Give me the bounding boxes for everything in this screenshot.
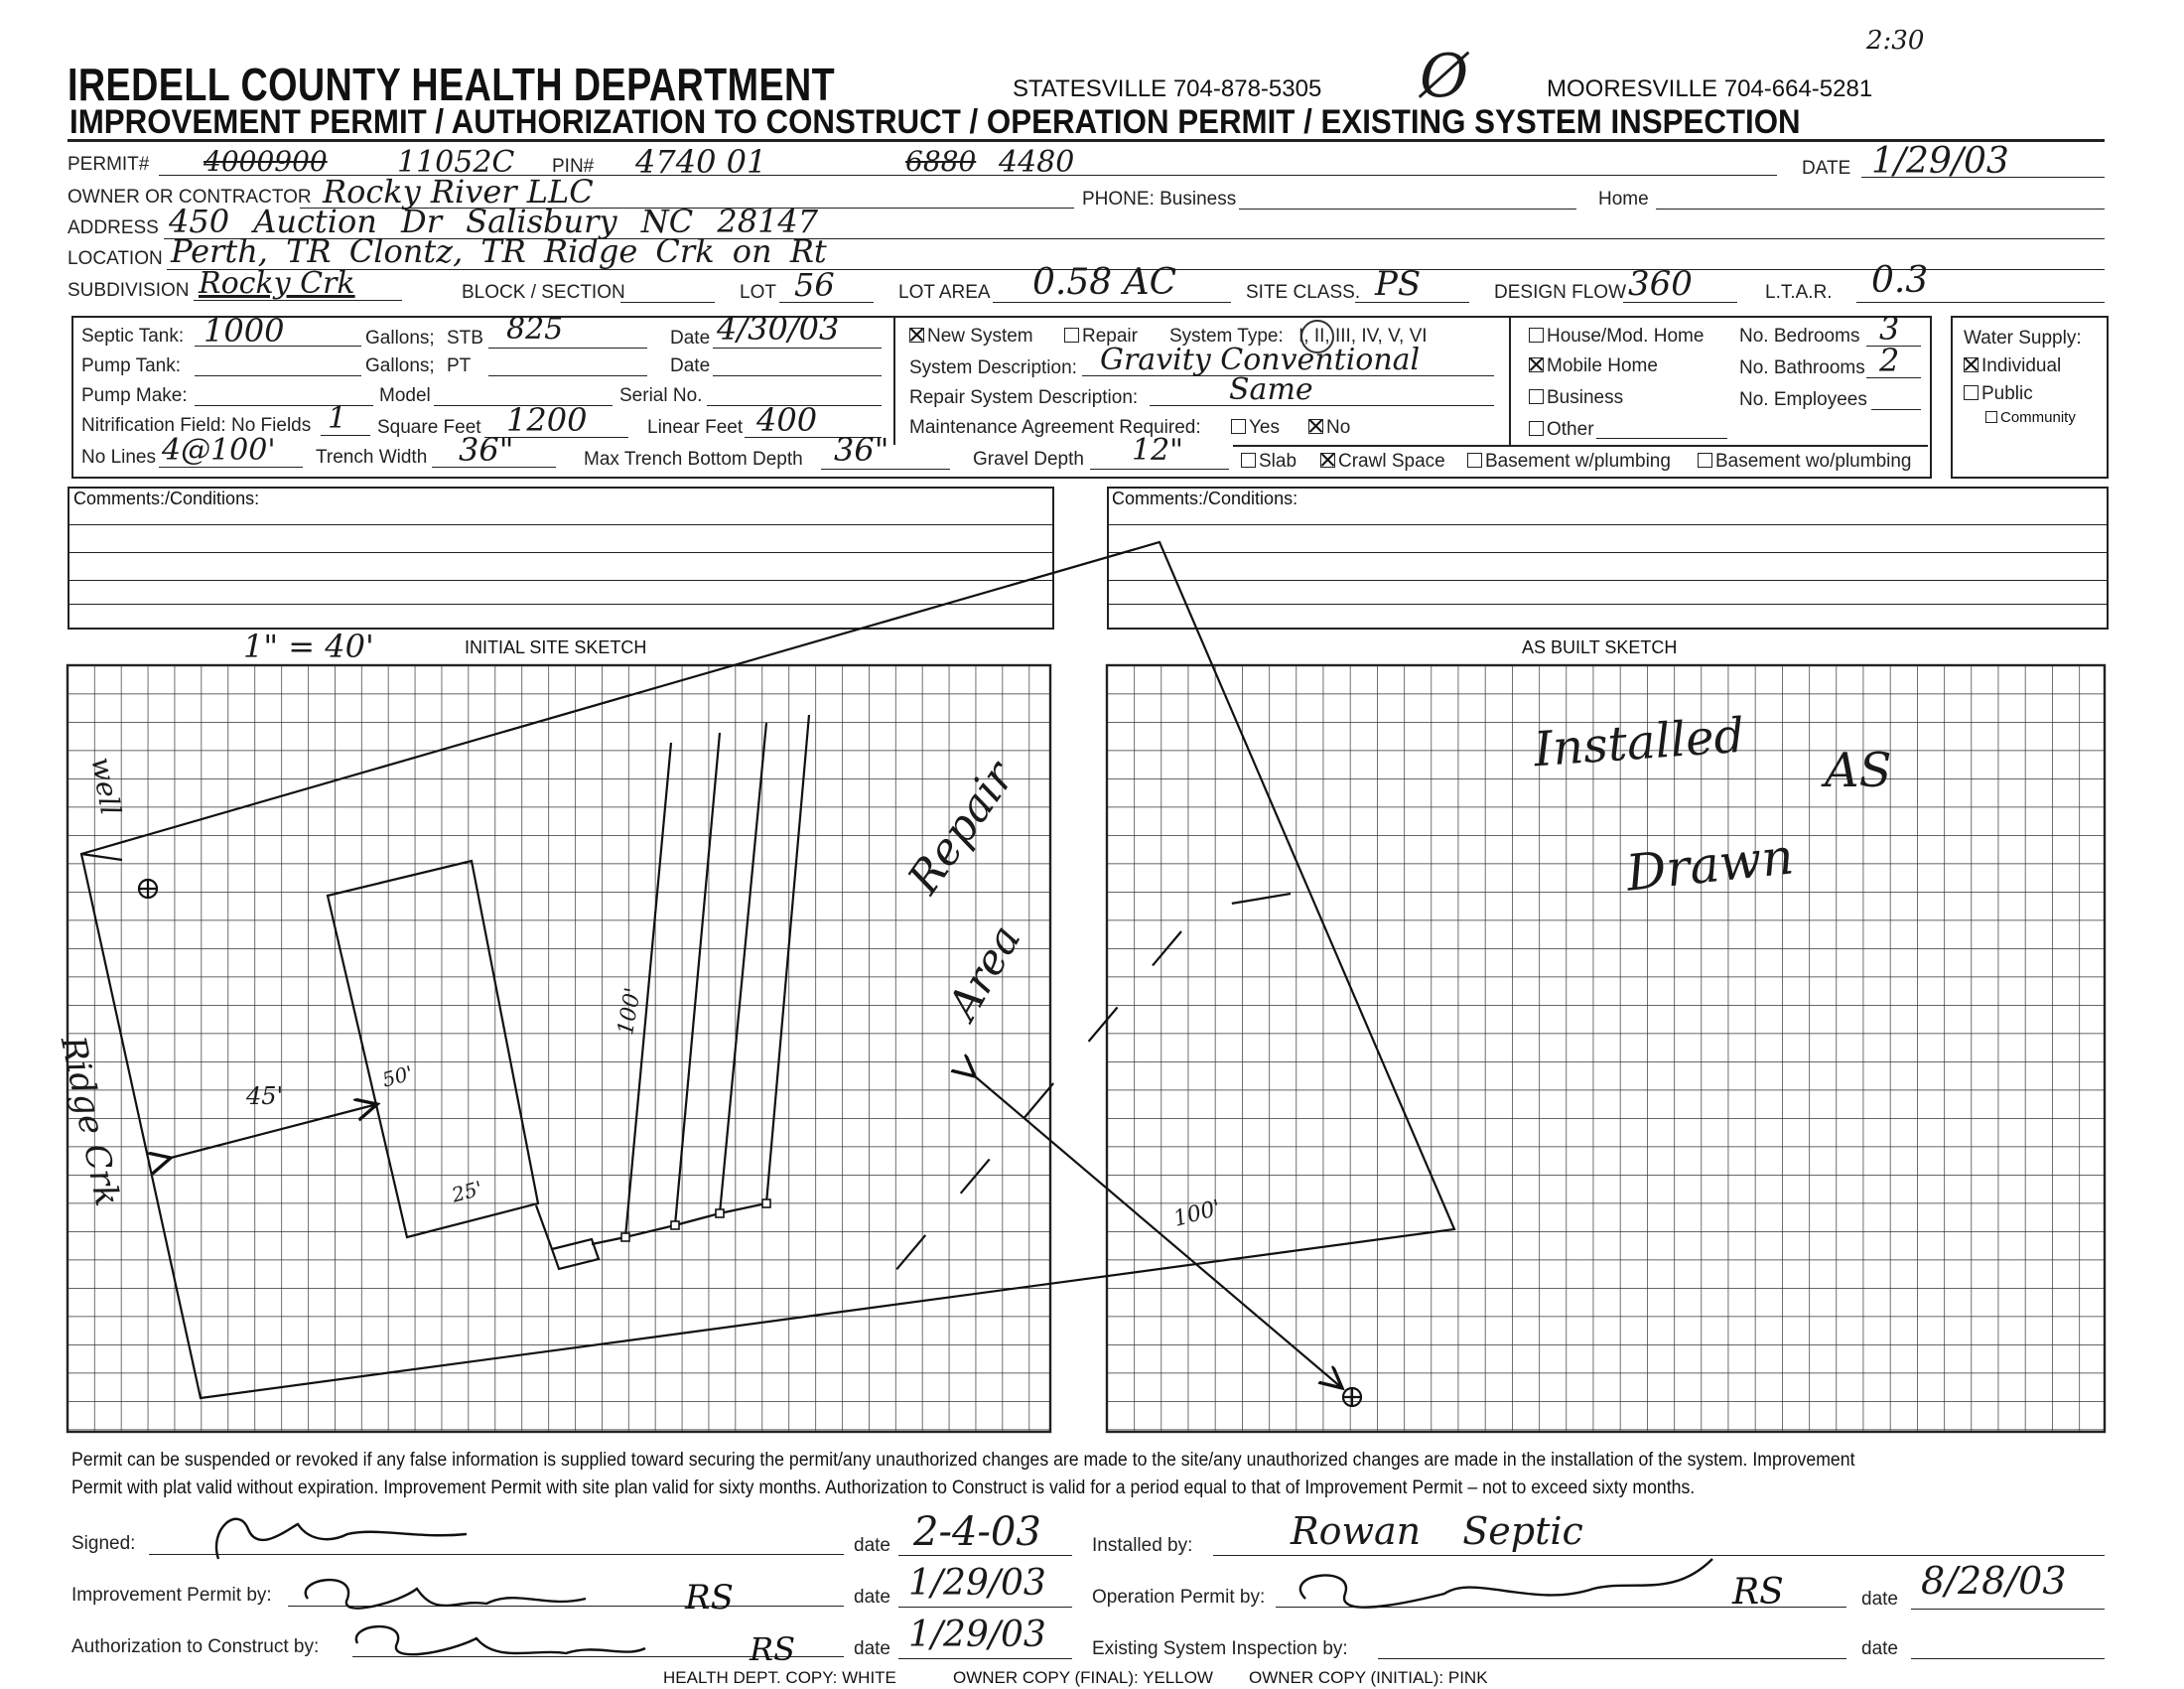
- initial-sketch-title: INITIAL SITE SKETCH: [465, 637, 647, 657]
- site-class-label: SITE CLASS.: [1246, 282, 1361, 303]
- model-label: Model: [379, 385, 431, 406]
- subdivision-label: SUBDIVISION: [68, 280, 190, 301]
- new-system-label: New System: [927, 326, 1033, 347]
- tank-date-value: 4/30/03: [717, 310, 840, 348]
- auth-rs: RS: [750, 1630, 796, 1668]
- design-flow-label: DESIGN FLOW: [1494, 282, 1627, 303]
- business-label: Business: [1547, 387, 1624, 408]
- installed-by-label: Installed by:: [1092, 1535, 1193, 1556]
- site-class-value: PS: [1375, 264, 1422, 304]
- employees-label: No. Employees: [1739, 389, 1867, 410]
- improvement-date-value: 1/29/03: [908, 1563, 1046, 1604]
- pt-label: PT: [447, 355, 472, 376]
- lot-value: 56: [794, 266, 835, 304]
- owner-label: OWNER OR CONTRACTOR: [68, 187, 312, 208]
- individual-label: Individual: [1981, 355, 2062, 376]
- mooresville-phone: MOORESVILLE 704-664-5281: [1547, 75, 1873, 102]
- system-desc-label: System Description:: [909, 357, 1077, 378]
- other-label: Other: [1547, 419, 1594, 440]
- location-value: Perth, TR Clontz, TR Ridge Crk on Rt: [171, 232, 827, 270]
- gallons-label-1: Gallons;: [365, 328, 435, 349]
- maint-no-label: No: [1326, 417, 1351, 438]
- copy-yellow: OWNER COPY (FINAL): YELLOW: [953, 1668, 1213, 1687]
- trench-width-label: Trench Width: [316, 447, 428, 468]
- pump-date-label: Date: [670, 355, 711, 376]
- permit-number: 11052C: [397, 145, 515, 180]
- water-supply-label: Water Supply:: [1964, 328, 2082, 349]
- auth-date-value: 1/29/03: [908, 1615, 1046, 1655]
- permit-date: 1/29/03: [1871, 141, 2009, 182]
- trench-value: 36": [459, 431, 514, 469]
- max-depth-value: 36": [834, 431, 889, 469]
- well-label: well: [84, 755, 128, 818]
- operation-by-label: Operation Permit by:: [1092, 1587, 1266, 1608]
- pump-make-label: Pump Make:: [81, 385, 188, 406]
- sqft-label: Square Feet: [377, 417, 481, 438]
- location-label: LOCATION: [68, 248, 163, 269]
- basement-plumb-label: Basement w/plumbing: [1485, 451, 1671, 472]
- system-desc-value: Gravity Conventional: [1100, 343, 1421, 377]
- permit-label: PERMIT#: [68, 154, 150, 175]
- subdivision-value: Rocky Crk: [199, 266, 355, 301]
- operation-date-line: [1911, 1609, 2105, 1610]
- linear-value: 400: [756, 401, 818, 439]
- system-type-label: System Type:: [1169, 326, 1284, 347]
- owner-value: Rocky River LLC: [323, 173, 594, 211]
- lot-area-value: 0.58 AC: [1032, 262, 1177, 303]
- fields-value: 1: [328, 401, 347, 436]
- pump-tank-label: Pump Tank:: [81, 355, 181, 376]
- dim-45-label: 45': [246, 1082, 284, 1110]
- ltar-label: L.T.A.R.: [1765, 282, 1833, 303]
- repair-desc-value: Same: [1229, 372, 1313, 407]
- dim-50-label: 50': [379, 1060, 416, 1092]
- operation-date-label: date: [1861, 1589, 1898, 1610]
- slash-mark: Ø: [1420, 42, 1469, 111]
- disclaimer-line-2: Permit with plat valid without expiration. Improvement Permit with site plan valid for sixty months. Authorization to Construct is valid for a period equal to that of Improvement Permit – not to exceed sixty months.: [71, 1478, 1696, 1498]
- as-built-sketch-title: AS BUILT SKETCH: [1522, 637, 1678, 657]
- nitrification-label: Nitrification Field: No Fields: [81, 415, 312, 436]
- ltar-value: 0.3: [1871, 260, 1929, 301]
- stb-value: 825: [506, 312, 564, 347]
- house-label: House/Mod. Home: [1547, 326, 1705, 347]
- stb-label: STB: [447, 328, 483, 349]
- pin-struck: 6880: [905, 145, 977, 178]
- auth-date-line: [898, 1658, 1072, 1659]
- dim-100-well-label: 100': [1170, 1196, 1224, 1232]
- ridge-crk-label: Ridge Crk: [52, 1033, 128, 1210]
- copy-white: HEALTH DEPT. COPY: WHITE: [663, 1668, 896, 1687]
- existing-date-label: date: [1861, 1638, 1898, 1659]
- signed-label: Signed:: [71, 1533, 136, 1554]
- statesville-phone: STATESVILLE 704-878-5305: [1013, 75, 1322, 102]
- phone-business-label: PHONE: Business: [1082, 189, 1237, 210]
- maint-label: Maintenance Agreement Required:: [909, 417, 1201, 438]
- pin-b: 4480: [999, 145, 1075, 180]
- copy-pink: OWNER COPY (INITIAL): PINK: [1249, 1668, 1488, 1687]
- max-depth-label: Max Trench Bottom Depth: [584, 449, 803, 470]
- lot-area-label: LOT AREA: [898, 282, 991, 303]
- no-lines-label: No Lines: [81, 447, 156, 468]
- signed-date-line: [898, 1555, 1072, 1556]
- disclaimer-line-1: Permit can be suspended or revoked if any false information is supplied toward securing the permit/any unauthorized changes are made to the site/any unauthorized changes are made in the installation of the system. Improvement: [71, 1450, 1855, 1471]
- serial-label: Serial No.: [619, 385, 703, 406]
- form-subtitle: IMPROVEMENT PERMIT / AUTHORIZATION TO CONSTRUCT / OPERATION PERMIT / EXISTING SYSTEM INSPECTION: [69, 103, 1801, 141]
- initial-sketch-grid: [68, 665, 1050, 1432]
- dim-25-label: 25': [449, 1176, 485, 1207]
- crawl-label: Crawl Space: [1338, 451, 1445, 472]
- bedrooms-value: 3: [1879, 310, 1900, 348]
- repair-desc-label: Repair System Description:: [909, 387, 1139, 408]
- corner-note: 2:30: [1866, 26, 1925, 56]
- linear-label: Linear Feet: [647, 417, 744, 438]
- address-value: 450 Auction Dr Salisbury NC 28147: [169, 203, 819, 240]
- lot-label: LOT: [740, 282, 776, 303]
- block-label: BLOCK / SECTION: [462, 282, 625, 303]
- system-type-options: I, II, III, IV, V, VI: [1298, 326, 1428, 347]
- slab-label: Slab: [1259, 451, 1297, 472]
- existing-date-line: [1911, 1658, 2105, 1659]
- comments-left-label: Comments:/Conditions:: [73, 489, 260, 508]
- signed-date-value: 2-4-03: [913, 1509, 1041, 1555]
- auth-by-label: Authorization to Construct by:: [71, 1636, 320, 1657]
- mobile-label: Mobile Home: [1547, 355, 1658, 376]
- maint-yes-label: Yes: [1249, 417, 1280, 438]
- signed-date-label: date: [854, 1535, 890, 1556]
- bathrooms-value: 2: [1879, 342, 1900, 379]
- improvement-date-label: date: [854, 1587, 890, 1608]
- repair-label: Repair: [1082, 326, 1138, 347]
- existing-by-line: [1378, 1658, 1846, 1659]
- as-label: AS: [1825, 743, 1892, 798]
- home-label: Home: [1598, 189, 1649, 210]
- operation-date-value: 8/28/03: [1921, 1559, 2067, 1603]
- improvement-date-line: [898, 1607, 1072, 1608]
- operation-rs: RS: [1732, 1572, 1784, 1613]
- pin-a: 4740 01: [635, 143, 767, 181]
- improvement-by-label: Improvement Permit by:: [71, 1585, 272, 1606]
- pin-label: PIN#: [552, 156, 595, 177]
- permit-struck: 4000900: [204, 145, 328, 178]
- improvement-rs: RS: [685, 1578, 734, 1618]
- gallons-label-2: Gallons;: [365, 355, 435, 376]
- bathrooms-label: No. Bathrooms: [1739, 357, 1865, 378]
- gravel-label: Gravel Depth: [973, 449, 1084, 470]
- operation-signature: [1276, 1549, 1851, 1628]
- installed-label: Installed: [1532, 707, 1746, 778]
- no-lines-value: 4@100': [162, 433, 276, 468]
- scale-note: 1" = 40': [243, 628, 374, 665]
- area-label: Area: [938, 916, 1030, 1028]
- septic-tank-label: Septic Tank:: [81, 326, 185, 347]
- existing-by-label: Existing System Inspection by:: [1092, 1638, 1348, 1659]
- auth-date-label: date: [854, 1638, 890, 1659]
- public-label: Public: [1981, 383, 2033, 404]
- sqft-value: 1200: [506, 401, 588, 439]
- community-label: Community: [2000, 409, 2076, 426]
- gravel-value: 12": [1132, 433, 1183, 468]
- tank-date-label: Date: [670, 328, 711, 349]
- address-label: ADDRESS: [68, 217, 159, 238]
- drawn-label: Drawn: [1623, 827, 1797, 903]
- department-title: IREDELL COUNTY HEALTH DEPARTMENT: [68, 59, 836, 110]
- comments-right-label: Comments:/Conditions:: [1112, 489, 1298, 508]
- basement-noplumb-label: Basement wo/plumbing: [1715, 451, 1912, 472]
- repair-label: Repair: [898, 753, 1025, 904]
- installed-by-value: Rowan Septic: [1291, 1509, 1583, 1553]
- dim-100-trench-label: 100': [614, 985, 646, 1038]
- date-label: DATE: [1802, 158, 1851, 179]
- design-flow-value: 360: [1628, 264, 1693, 304]
- septic-tank-value: 1000: [204, 312, 285, 350]
- bedrooms-label: No. Bedrooms: [1739, 326, 1860, 347]
